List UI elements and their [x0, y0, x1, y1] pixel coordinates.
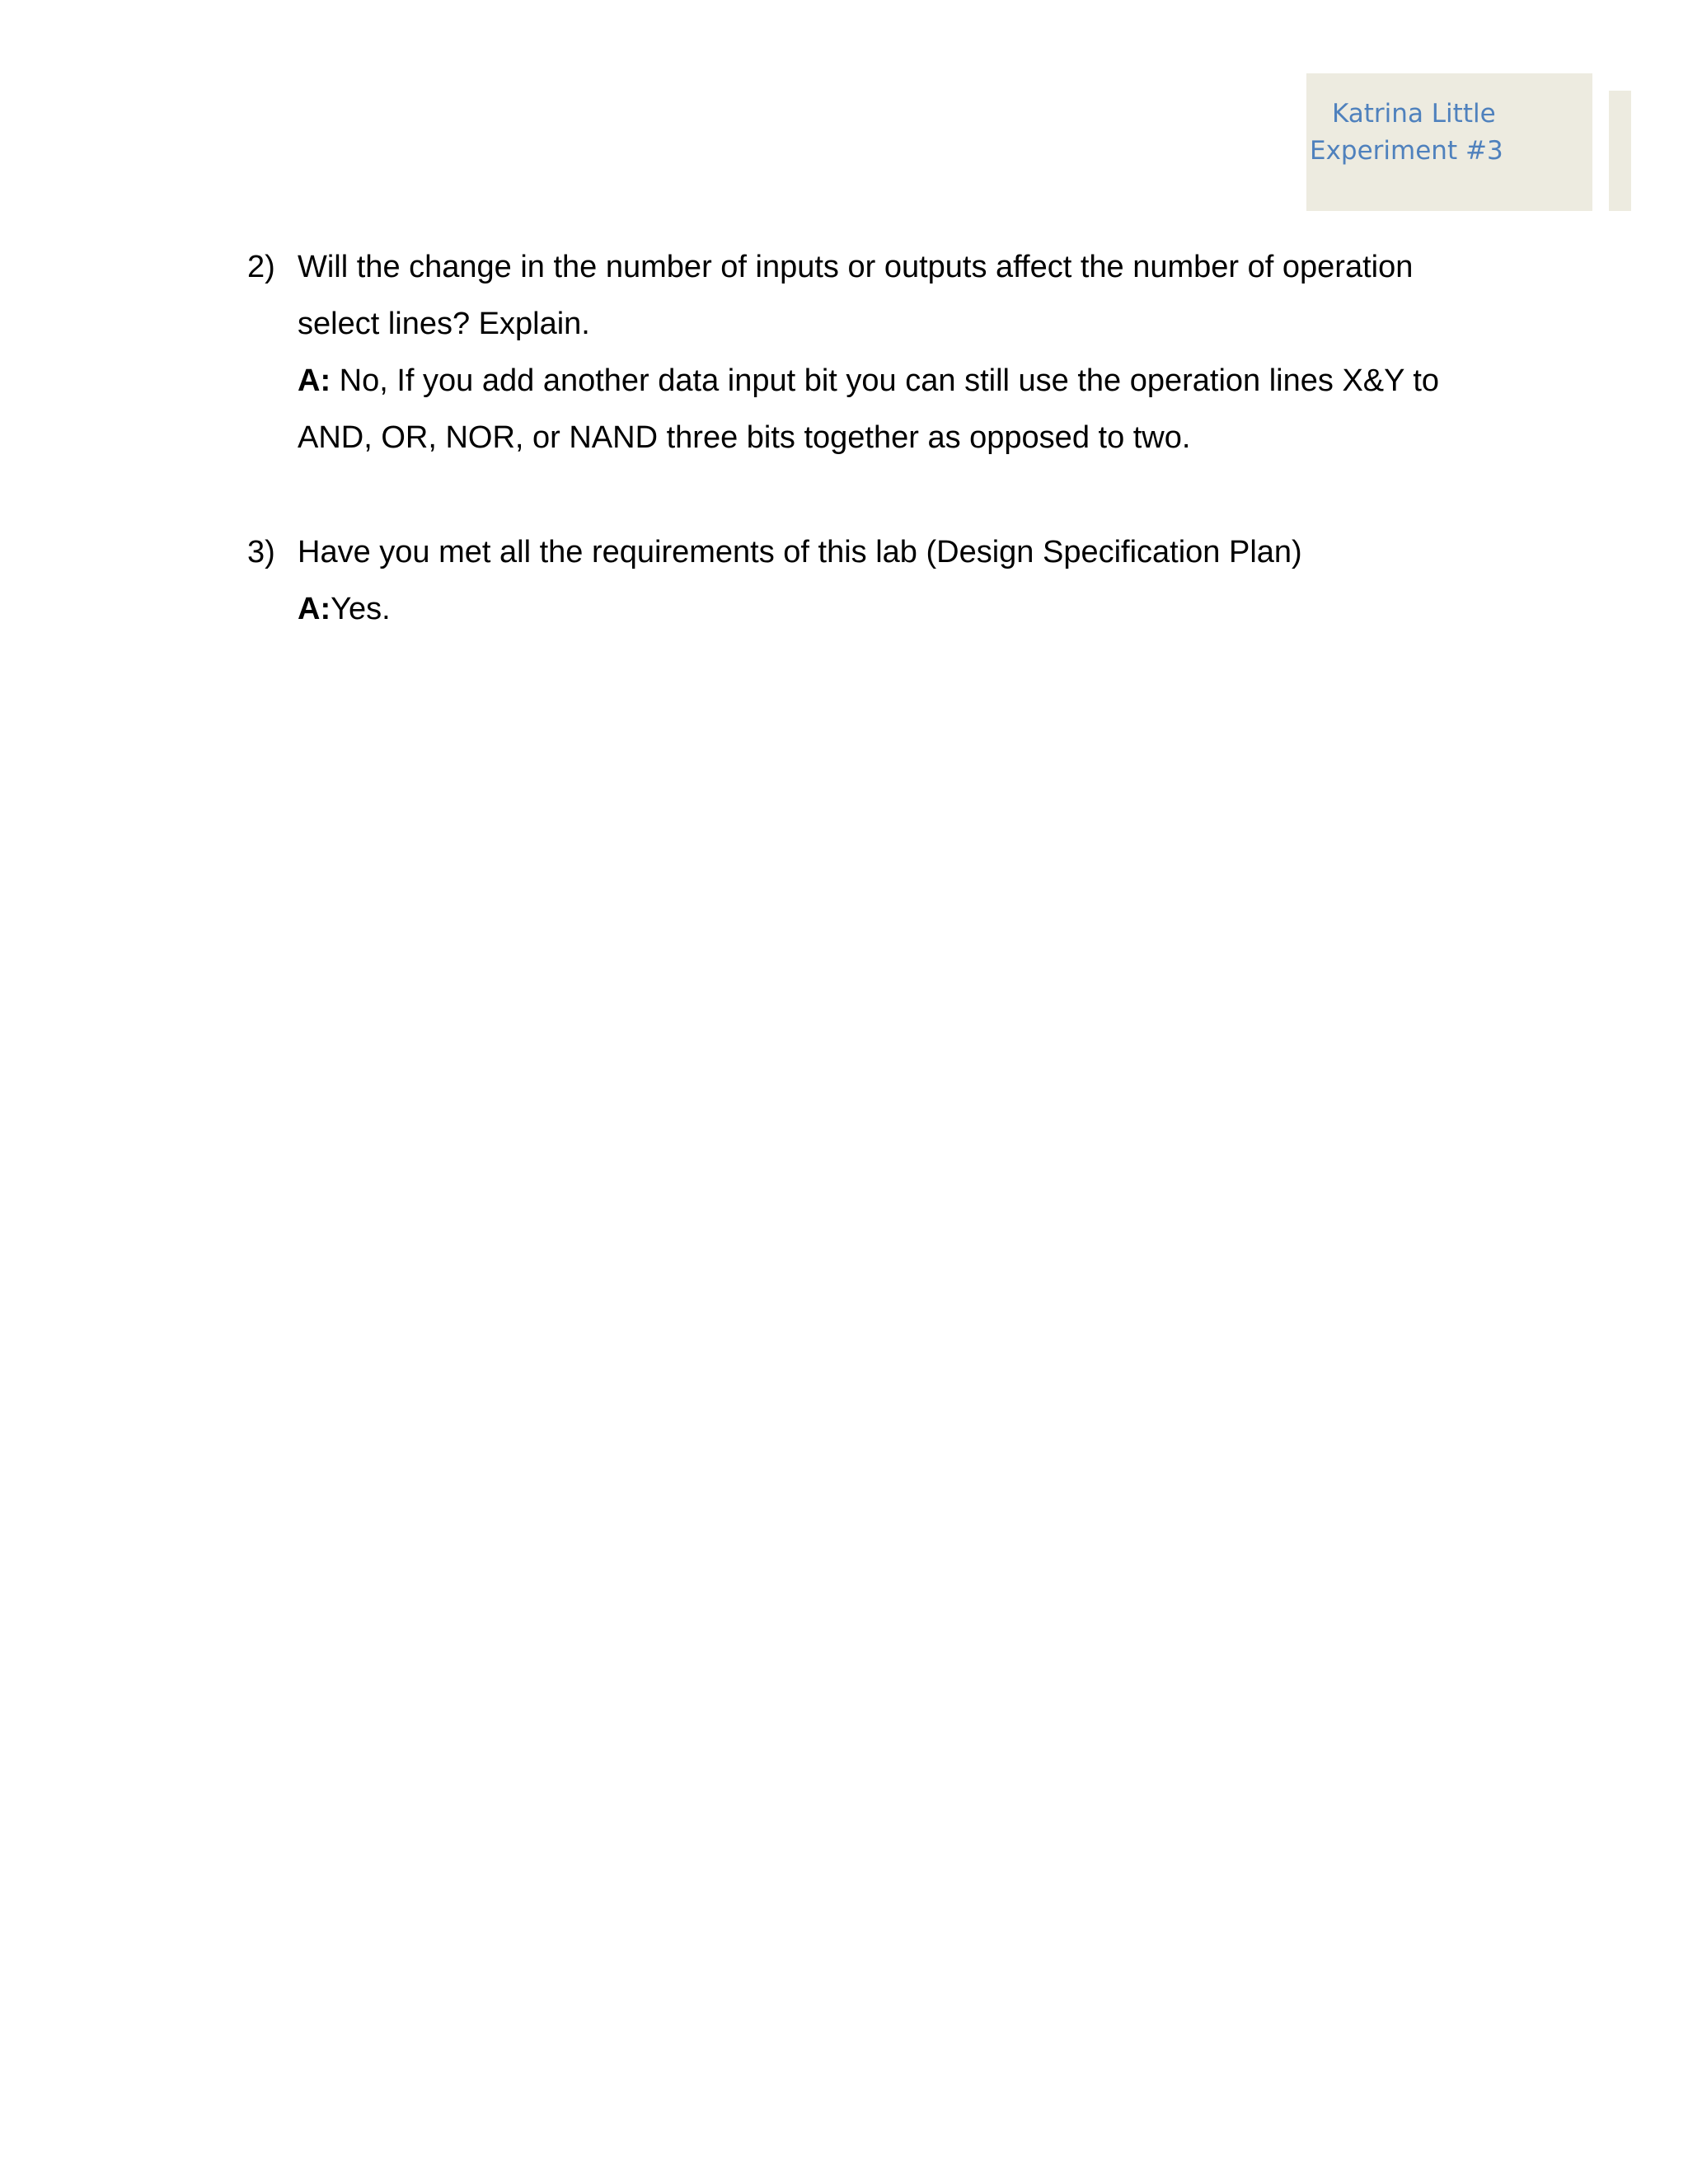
question-number: 2) — [247, 250, 275, 284]
experiment-title: Experiment #3 — [1310, 136, 1503, 166]
answer-label: A: — [298, 363, 331, 398]
author-name: Katrina Little — [1332, 99, 1496, 129]
answer-text — [298, 353, 1500, 466]
question-body — [298, 239, 1500, 466]
header-text — [1306, 96, 1592, 170]
question-text: Will the change in the number of inputs or outputs affect the number of operation select lines? Explain. — [298, 250, 1414, 341]
question-number: 3) — [247, 535, 275, 569]
header-side-strip — [1609, 91, 1631, 211]
answer-text — [298, 581, 1500, 638]
answer-content: No, If you add another data input bit you can still use the operation lines X&Y to AND, OR, NOR, or NAND three bits together as opposed to two. — [298, 363, 1440, 455]
answer-content: Yes. — [331, 592, 391, 626]
question-body — [298, 524, 1500, 638]
question-item-3 — [247, 524, 1500, 638]
answer-label: A: — [298, 592, 331, 626]
question-item-2 — [247, 239, 1500, 466]
question-text: Have you met all the requirements of this lab (Design Specification Plan) — [298, 535, 1302, 569]
